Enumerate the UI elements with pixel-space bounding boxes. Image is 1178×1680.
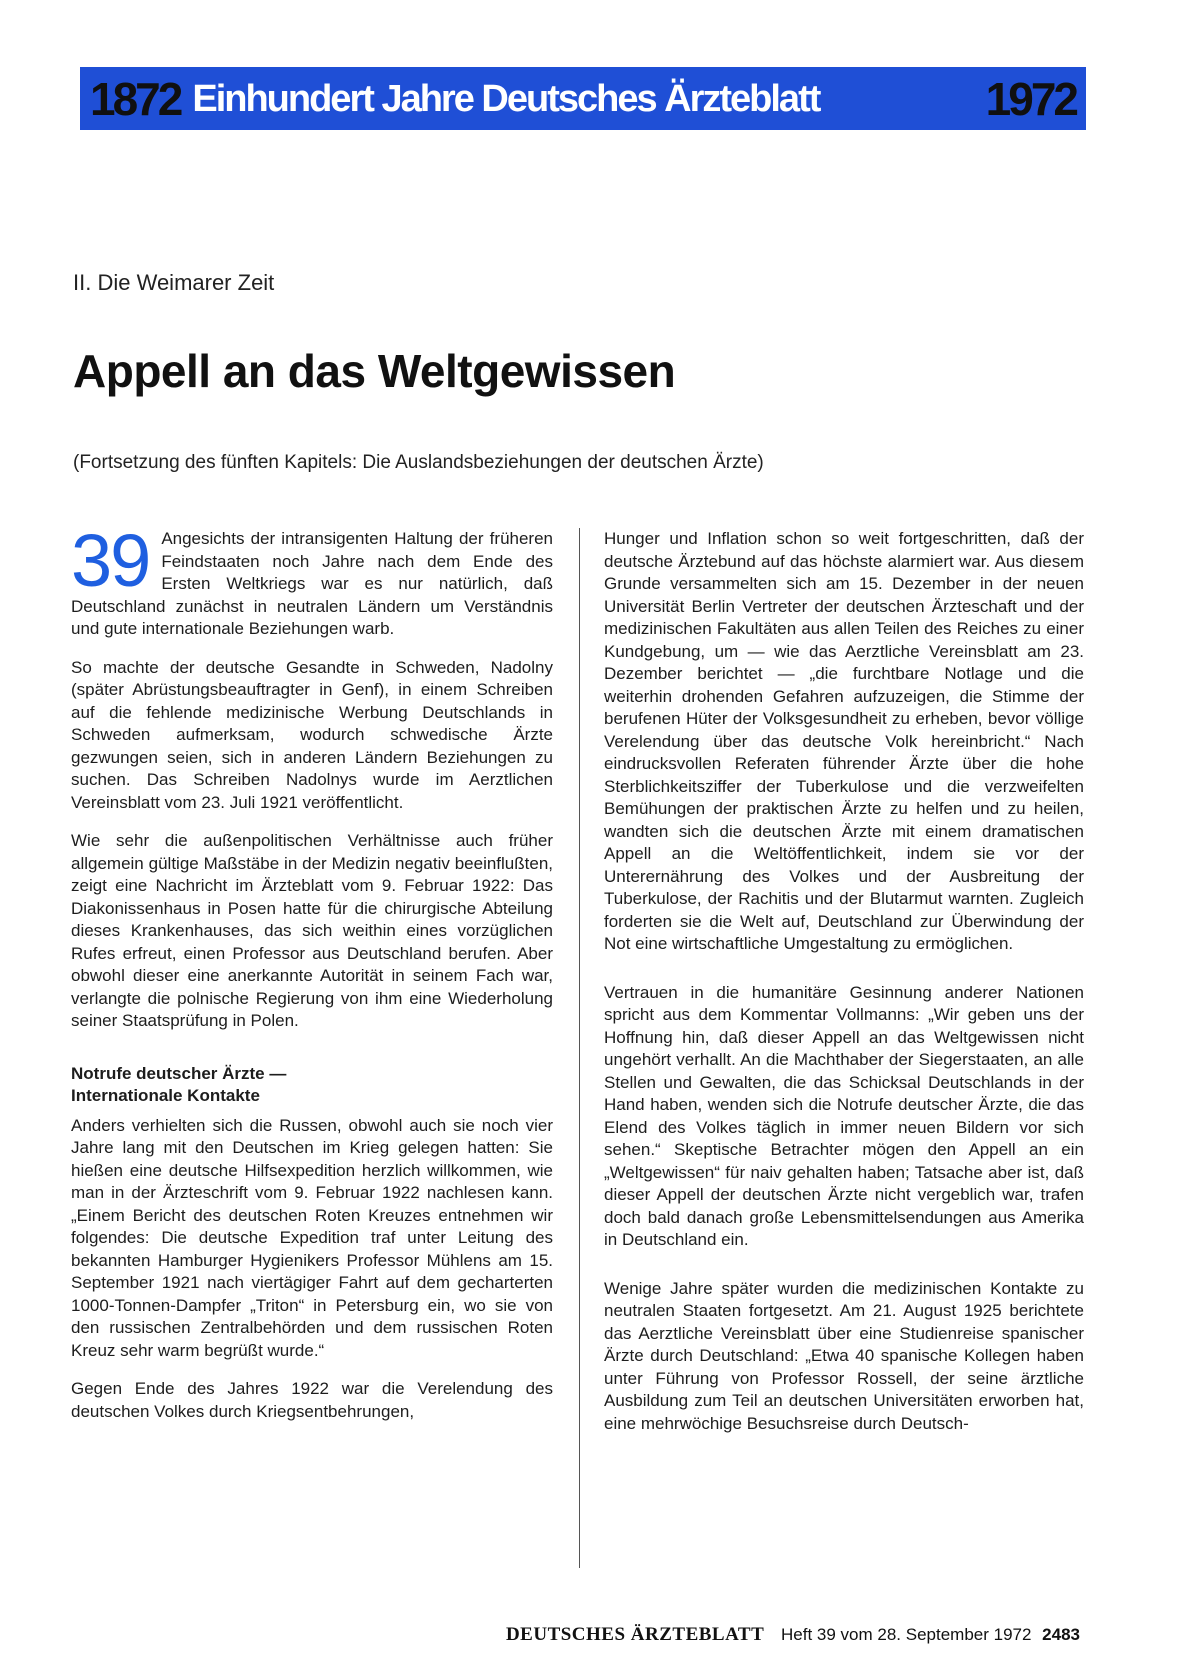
left-paragraph-3: Wie sehr die außenpolitischen Verhältnisse auch früher allgemein gültige Maßstäbe in der Medizin negativ beeinflußten, zeigt eine Nachricht im Ärzteblatt vom 9. Februar 1922: Das Diakonissenhaus in Posen hatte für die chirurgische Abteilung dieses Krankenhauses, das sich weithin eines vorzüglichen Rufes erfreut, einen Professor aus Deutschland berufen. Aber obwohl dieser eine anerkannte Autorität in seinem Fach war, verlangte die polnische Regierung von ihm eine Wiederholung seiner Staatsprüfung in Polen. bbox=[71, 831, 553, 1030]
footer-issue: Heft 39 vom 28. September 1972 bbox=[781, 1625, 1032, 1644]
left-paragraph-2: So machte der deutsche Gesandte in Schweden, Nadolny (später Abrüstungsbeauftragter in Genf), in einem Schreiben auf die fehlende medizinische Werbung Deutschlands in Schweden aufmerksam, wodurch schwedische Ärzte gezwungen seien, sich in anderen Ländern Beziehungen zu suchen. Das Schreiben Nadolnys wurde im Aerztlichen Vereinsblatt vom 23. Juli 1921 veröffentlicht. bbox=[71, 657, 553, 812]
right-column bbox=[604, 528, 1084, 1451]
right-paragraph-2: Vertrauen in die humanitäre Gesinnung anderer Nationen spricht aus dem Kommentar Vollmanns: „Wir geben uns der Hoffnung hin, daß dieser Appell an das Weltgewissen nicht ungehört verhallt. An die Machthaber der Siegerstaaten, an alle Stellen und Gewalten, die das Schicksal Deutschlands in der Hand haben, wenden sich die Notrufe deutscher Ärzte, die das Elend des Volkes täglich in immer neuen Bildern vor sich sehen.“ Skeptische Betrachter mögen den Appell an ein „Weltgewissen“ für naiv gehalten haben; Tatsache aber ist, daß dieser Appell der deutschen Ärzte nicht vergeblich war, trafen doch bald danach große Lebensmittelsendungen aus Amerika in Deutschland ein. bbox=[604, 982, 1084, 1249]
centenary-banner bbox=[80, 67, 1086, 130]
article-subtitle: (Fortsetzung des fünften Kapitels: Die Auslandsbeziehungen der deutschen Ärzte) bbox=[73, 452, 764, 473]
section-heading-line-1: Notrufe deutscher Ärzte — bbox=[71, 1063, 287, 1083]
footer-masthead: DEUTSCHES ÄRZTEBLATT bbox=[505, 1624, 765, 1645]
column-divider bbox=[579, 528, 580, 1568]
section-heading-line-2: Internationale Kontakte bbox=[71, 1085, 260, 1105]
right-paragraph-1: Hunger und Inflation schon so weit fortgeschritten, daß der deutsche Ärztebund auf das höchste alarmiert war. Aus diesem Grunde versammelten sich am 15. Dezember in der neuen Universität Berlin Vertreter der deutschen Ärzteschaft und der medizinischen Fakultäten aus allen Teilen des Reiches zu einer Kundgebung, um — wie das Aerztliche Vereinsblatt am 23. Dezember berichtet — „die furchtbare Notlage und die weiterhin drohenden Gefahren aufzuzeigen, die Stimme der berufenen Hüter der Volksgesundheit zu erheben, bevor völlige Verelendung über das deutsche Volk hereinbricht.“ Nach eindrucksvollen Referaten führender Ärzte über die hohe Sterblichkeitsziffer der Tuberkulose und die verzweifelten Bemühungen der praktischen Ärzte zu helfen und zu heilen, wandten sich die deutschen Ärzte mit einem dramatischen Appell an die Weltöffentlichkeit, indem sie vor der Unterernährung des Volkes und der Ausbreitung der Tuberkulose, der Rachitis und der Blutarmut warnten. Zugleich forderten sie die Welt auf, Deutschland zur Überwindung der Not eine wirtschaftliche Umgestaltung zu ermöglichen. bbox=[604, 529, 1084, 953]
banner-year-start: 1872 bbox=[90, 72, 181, 125]
banner-title: Einhundert Jahre Deutsches Ärzteblatt bbox=[192, 77, 820, 120]
banner-year-end: 1972 bbox=[985, 72, 1076, 125]
right-paragraph-3: Wenige Jahre später wurden die medizinischen Kontakte zu neutralen Staaten fortgesetzt. Am 21. August 1925 berichtete das Aerztliche Vereinsblatt über eine Studienreise spanischer Ärzte durch Deutschland: „Etwa 40 spanische Kollegen haben unter Führung von Professor Rossell, der seine ärztliche Ausbildung zum Teil an deutschen Universitäten erworben hat, eine mehrwöchige Besuchsreise durch Deutsch- bbox=[604, 1278, 1084, 1433]
left-paragraph-5: Gegen Ende des Jahres 1922 war die Verelendung des deutschen Volkes durch Kriegsentbehrungen, bbox=[71, 1379, 553, 1421]
left-paragraph-1 bbox=[71, 519, 553, 641]
left-paragraph-1-text: Angesichts der intransigenten Haltung der früheren Feindstaaten noch Jahre nach dem Ende des Ersten Weltkriegs war es nur natürlich, daß Deutschland zunächst in neutralen Ländern um Verständnis und gute internationale Beziehungen warb. bbox=[71, 529, 553, 638]
left-column bbox=[71, 519, 553, 1439]
dropcap-number: 39 bbox=[71, 519, 150, 602]
section-kicker: II. Die Weimarer Zeit bbox=[73, 270, 275, 295]
section-heading bbox=[71, 1063, 553, 1107]
article-headline: Appell an das Weltgewissen bbox=[73, 345, 676, 397]
footer-page-number: 2483 bbox=[1042, 1625, 1080, 1644]
page-footer bbox=[506, 1624, 1080, 1646]
left-paragraph-4: Anders verhielten sich die Russen, obwohl auch sie noch vier Jahre lang mit den Deutschen im Krieg gelegen hatten: Sie hießen eine deutsche Hilfsexpedition herzlich willkommen, wie man in der Ärzteschrift vom 9. Februar 1922 nachlesen kann. „Einem Bericht des deutschen Roten Kreuzes entnehmen wir folgendes: Die deutsche Expedition traf unter Leitung des bekannten Hamburger Hygienikers Professor Mühlens am 15. September 1921 nach viertägiger Fahrt auf dem gecharterten 1000-Tonnen-Dampfer „Triton“ in Petersburg ein, wo sie von den russischen Zentralbehörden und dem russischen Roten Kreuz sehr warm begrüßt wurde.“ bbox=[71, 1115, 553, 1360]
